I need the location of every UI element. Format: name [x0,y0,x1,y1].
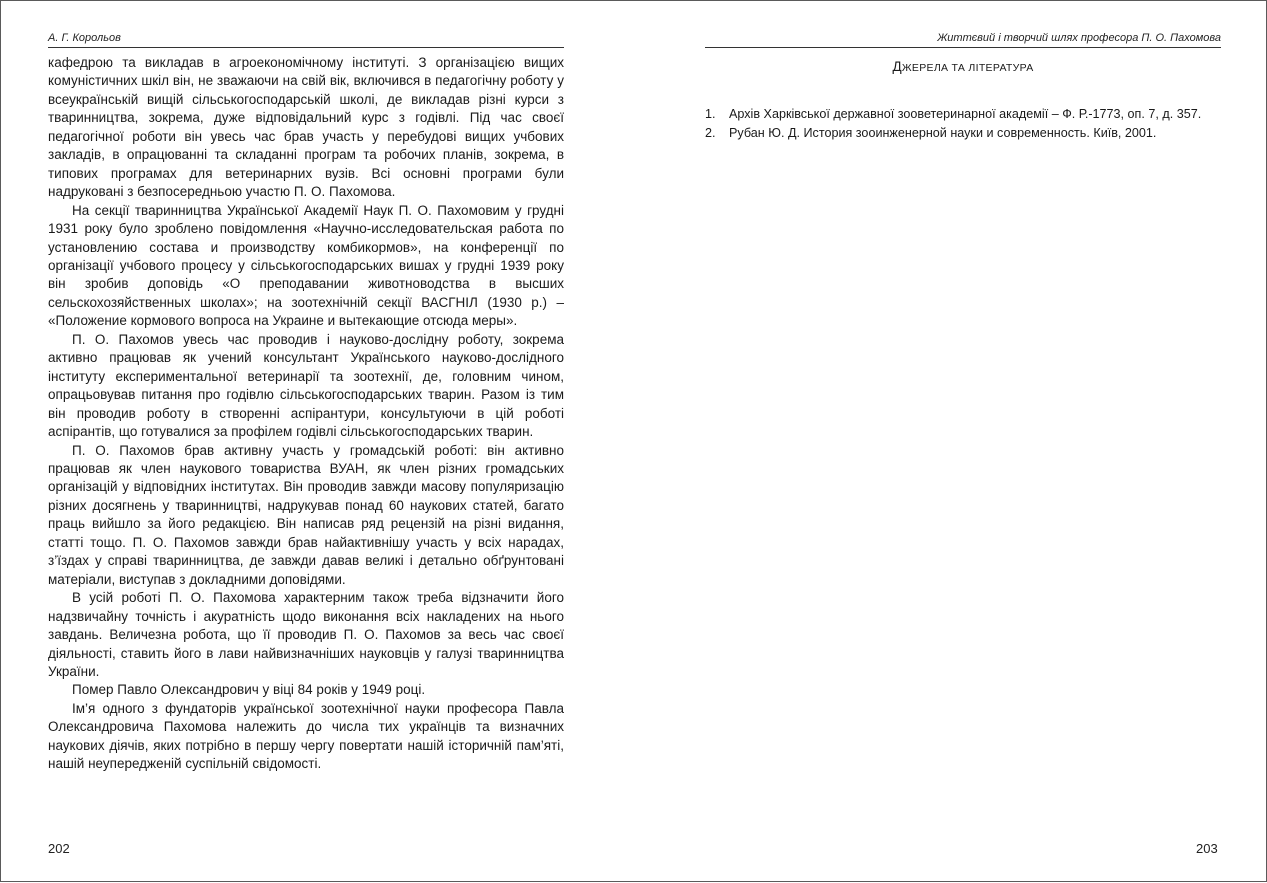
paragraph: Ім’я одного з фундаторів української зоотехнічної науки професора Павла Олександровича Пахомова належить до числа тих українців та визначних наукових діячів, яких потрібно в першу чергу повертати нашій історичній пам’яті, нашій неупередженій суспільній свідомості. [48,700,564,772]
running-header-title: Життєвий і творчий шлях професора П. О. Пахомова [705,32,1221,48]
paragraph: Помер Павло Олександрович у віці 84 років у 1949 році. [72,682,426,698]
reference-list [705,105,1221,142]
reference-number: 2. [705,125,716,140]
section-title-rest: ЖЕРЕЛА ТА ЛІТЕРАТУРА [901,62,1034,74]
paragraph: На секції тваринництва Української Академії Наук П. О. Пахомовим у грудні 1931 року було зроблено повідомлення «Научно-исследовательская работа по установлению состава и производству комбикормов», на конференції по організації учбового процесу у сільськогосподарських вишах у грудні 1939 року він зробив доповідь «О преподавании животноводства в высших сельскохозяйственных школах»; на зоотехнічній секції ВАСГНІЛ (1930 р.) – «Положение кормового вопроса на Украине и вытекающие отсюда меры». [48,202,564,329]
paragraph: П. О. Пахомов брав активну участь у громадській роботі: він активно працював як член наукового товариства ВУАН, як член різних громадських організацій у відповідних інститутах. Він проводив завжди масову популяризацію різних досягнень у тваринництві, надрукував понад 60 наукових статей, багато праць вийшло за його редакцією. Він написав ряд рецензій на різні видання, статті тощо. П. О. Пахомов завжди брав найактивнішу участь у всіх нарадах, з’їздах у справі тваринництва, де завжди давав великі і детально обґрунтовані матеріали, виступав з докладними доповідями. [48,442,564,587]
reference-number: 1. [705,107,716,121]
page-number-left: 202 [48,841,70,856]
reference-item [705,105,1221,124]
right-page [634,1,1267,883]
running-header-author: А. Г. Корольов [48,32,564,48]
paragraph: кафедрою та викладав в агроекономічному інституті. З організацією вищих комуністичних шкіл він, не зважаючи на свій вік, включився в педагогічну роботу у всеукраїнській вищій сільськогосподарській школі, де викладав різні курси з тваринництва, зокрема, дуже відповідальний курс з годівлі. Під час своєї педагогічної роботи він увесь час брав участь у перебудові вищих учбових закладів, в опрацюванні та складанні програм та робочих планів, зокрема, в типових програмах для ветеринарних вузів. Всі основні програми були надруковані з безпосередньою участю П. О. Пахомова. [48,55,564,200]
reference-text: Рубан Ю. Д. История зооинженерной науки и современность. Київ, 2001. [729,125,1157,140]
section-title [705,59,1221,74]
paragraph: В усій роботі П. О. Пахомова характерним також треба відзначити його надзвичайну точність і акуратність щодо виконання всіх накладених на нього завдань. Величезна робота, що її проводив П. О. Пахомов за весь час своєї діяльності, ставить його в лави найвизначніших науковців у галузі тваринництва України. [48,590,564,679]
reference-text: Архів Харківської державної зооветеринарної академії – Ф. Р.-1773, оп. 7, д. 357. [729,107,1202,121]
section-title-initial: Д [892,59,902,74]
left-page [1,1,634,883]
paragraph: П. О. Пахомов увесь час проводив і науково-дослідну роботу, зокрема активно працював як учений консультант Українського науково-дослідного інституту експериментальної ветеринарії та зоотехнії, де, головним чином, опрацьовував питання про годівлю сільськогосподарських тварин. Разом із тим він проводив роботу в створенні аспірантури, консультуючи в цій роботі аспірантів, що готувалися за профілем годівлі сільськогосподарських тварин. [48,331,564,440]
body-text [48,54,564,774]
reference-item [705,124,1221,143]
page-number-right: 203 [1196,841,1218,856]
